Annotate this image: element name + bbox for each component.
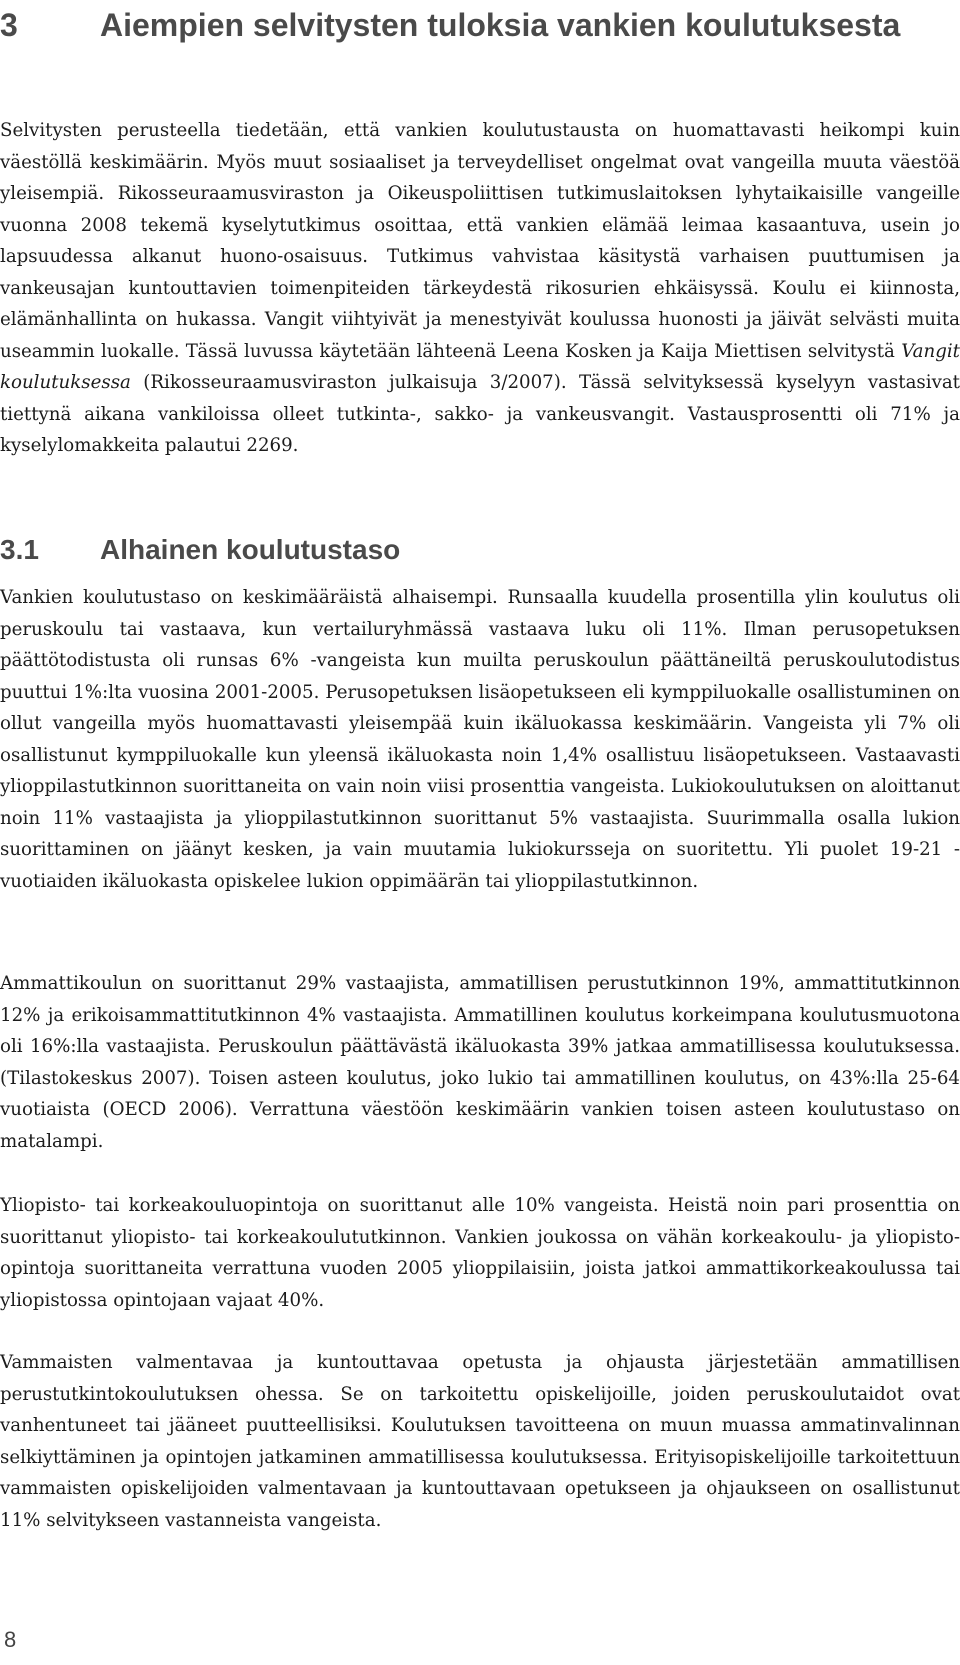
section-heading	[0, 530, 960, 570]
paragraph-education-level: Vankien koulutustaso on keskimääräistä alhaisempi. Runsaalla kuudella prosentilla ylin koulutus oli peruskoulu tai vastaava, kun vertailuryhmässä vastaava luku oli 11%. Ilman perusopetuksen päättötodistusta oli runsas 6% -vangeista kun muilta peruskoulun päättäneiltä peruskoulutodistus puuttui 1%:lta vuosina 2001-2005. Perusopetuksen lisäopetukseen eli kymppiluokalle osallistuminen on ollut vangeilla myös huomattavasti yleisempää kuin ikäluokassa keskimäärin. Vangeista yli 7% oli osallistunut kymppiluokalle kun yleensä ikäluokasta noin 1,4% osallistuu lisäopetukseen. Vastaavasti ylioppilastutkinnon suorittaneita on vain noin viisi prosenttia vangeista. Lukiokoulutuksen on aloittanut noin 11% vastaajista ja ylioppilastutkinnon suorittanut 5% vastaajista. Suurimmalla osalla lukion suorittaminen on jäänyt kesken, ja vain muutamia lukiokursseja on suoritettu. Yli puolet 19-21 -vuotiaiden ikäluokasta opiskelee lukion oppimäärän tai ylioppilastutkinnon.	[0, 587, 960, 892]
intro-text-end: (Rikosseuraamusviraston julkaisuja 3/2007). Tässä selvityksessä kyselyyn vastasivat tiettynä aikana vankiloissa olleet tutkinta-, sakko- ja vankeusvangit. Vastausprosentti oli 71% ja kyselylomakkeita palautui 2269.	[0, 372, 960, 456]
paragraph-university: Yliopisto- tai korkeakouluopintoja on suorittanut alle 10% vangeista. Heistä noin pari prosenttia on suorittanut yliopisto- tai korkeakoulututkinnon. Vankien joukossa on vähän korkeakoulu- ja yliopisto-opintoja suorittaneita verrattuna vuoden 2005 ylioppilaisiin, joista jatkoi ammattikorkeakoulussa tai yliopistossa opintojaan vajaat 40%.	[0, 1195, 960, 1311]
chapter-title: Aiempien selvitysten tuloksia vankien koulutuksesta	[100, 6, 901, 43]
paragraph-special-needs: Vammaisten valmentavaa ja kuntouttavaa opetusta ja ohjausta järjestetään ammatillisen perustutkintokoulutuksen ohessa. Se on tarkoitettu opiskelijoille, joiden peruskoulutaidot ovat vanhentuneet tai jääneet puutteellisiksi. Koulutuksen tavoitteena on muun muassa ammatinvalinnan selkiyttäminen ja opintojen jatkaminen ammatillisessa koulutuksessa. Erityisopiskelijoille tarkoitettuun vammaisten opiskelijoiden valmentavaan ja kuntouttavaan opetukseen ja ohjaukseen on osallistunut 11% selvitykseen vastanneista vangeista.	[0, 1352, 960, 1531]
chapter-heading	[0, 0, 960, 50]
section-number: 3.1	[0, 534, 39, 565]
section-title: Alhainen koulutustaso	[100, 534, 401, 565]
intro-text-start: Selvitysten perusteella tiedetään, että vankien koulutustausta on huomattavasti heikompi kuin väestöllä keskimäärin. Myös muut sosiaaliset ja terveydelliset ongelmat ovat vangeilla muuta väestöä yleisempiä. Rikosseuraamusviraston ja Oikeuspoliittisen tutkimuslaitoksen lyhytaikaisille vangeille vuonna 2008 tekemä kyselytutkimus osoittaa, että vankien elämää leimaa kasaantuva, usein jo lapsuudessa alkanut huono-osaisuus. Tutkimus vahvistaa käsitystä varhaisen puuttumisen ja vankeusajan kuntouttavien toimenpiteiden tärkeydestä rikosurien ehkäisyssä. Koulu ei kiinnosta, elämänhallinta on hukassa. Vangit viihtyivät ja menestyivät koulussa huonosti ja jäivät selvästi muita useammin luokalle. Tässä luvussa käytetään lähteenä Leena Kosken ja Kaija Miettisen selvitystä	[0, 120, 960, 362]
page-number: 8	[4, 1627, 17, 1652]
chapter-number: 3	[0, 6, 18, 43]
paragraph-vocational: Ammattikoulun on suorittanut 29% vastaajista, ammatillisen perustutkinnon 19%, ammattitutkinnon 12% ja erikoisammattitutkinnon 4% vastaajista. Ammatillinen koulutus korkeimpana koulutusmuotona oli 16%:lla vastaajista. Peruskoulun päättävästä ikäluokasta 39% jatkaa ammatillisessa koulutuksessa. (Tilastokeskus 2007). Toisen asteen koulutus, joko lukio tai ammatillinen koulutus, on 43%:lla 25-64 vuotiaista (OECD 2006). Verrattuna väestöön keskimäärin vankien toisen asteen koulutustaso on matalampi.	[0, 973, 960, 1152]
intro-paragraph	[0, 115, 960, 462]
publication-title: Vangit koulutuksessa	[0, 340, 960, 393]
